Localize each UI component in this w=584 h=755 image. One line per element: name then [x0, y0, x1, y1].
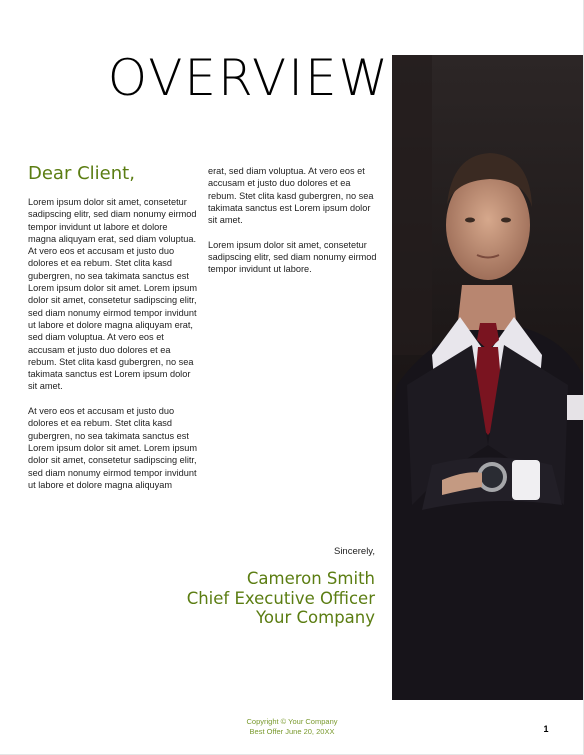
letter-right-column	[208, 165, 378, 288]
signer-name: Cameron Smith	[246, 569, 375, 588]
footer-offer-date: Best Offer June 20, 20XX	[249, 727, 335, 736]
letter-paragraph: Lorem ipsum dolor sit amet, consetetur sadipscing elitr, sed diam nonumy eirmod tempor invidunt ut labore.	[208, 239, 377, 275]
letter-paragraph: At vero eos et accusam et justo duo dolores et ea rebum. Stet clita kasd gubergren, no sea takimata sanctus est Lorem ipsum dolor sit amet. Lorem ipsum dolor sit amet, consetetur sadipscing elitr, sed diam nonumy eirmod tempor invidunt ut labore et dolore magna aliquyam	[28, 406, 198, 490]
letter-paragraph: erat, sed diam voluptua. At vero eos et accusam et justo duo dolores et ea rebum. Stet clita kasd gubergren, no sea takimata sanctus est Lorem ipsum dolor sit amet.	[208, 166, 374, 226]
footer-copyright: Copyright © Your Company	[246, 717, 338, 726]
ceo-portrait-photo	[392, 55, 583, 700]
signer-company: Your Company	[256, 608, 375, 627]
portrait-illustration	[392, 55, 583, 700]
salutation: Dear Client,	[28, 163, 135, 184]
footer	[192, 717, 392, 737]
closing-text: Sincerely,	[333, 546, 375, 557]
signature-block	[100, 569, 375, 628]
letter-paragraph: Lorem ipsum dolor sit amet, consetetur sadipscing elitr, sed diam nonumy eirmod tempor invidunt ut labore et dolore magna aliquyam erat, sed diam voluptua. At vero eos et accusam et justo duo dolores et ea rebum. Stet clita kasd gubergren, no sea takimata sanctus est Lorem ipsum dolor sit amet. Lorem ipsum dolor sit amet, consetetur sadipscing elitr, sed diam nonumy eirmod tempor invidunt ut labore et dolore magna aliquyam erat, sed diam voluptua. At vero eos et accusam et justo duo dolores et ea rebum. Stet clita kasd gubergren, no sea takimata sanctus est Lorem ipsum dolor sit amet.	[28, 197, 198, 392]
page-number: 1	[543, 724, 549, 734]
letter-left-column	[28, 196, 198, 503]
signer-position: Chief Executive Officer	[186, 588, 375, 608]
page-title: OVERVIEW	[107, 49, 390, 107]
